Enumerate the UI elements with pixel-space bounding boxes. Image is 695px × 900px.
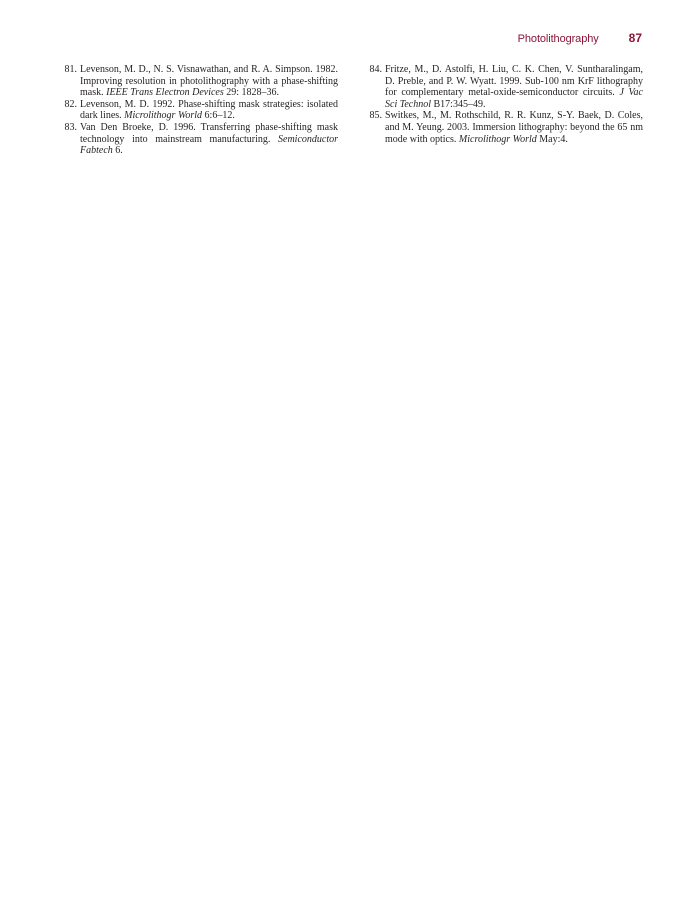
journal-title: Microlithogr World bbox=[124, 110, 203, 122]
reference-citation: 29: 1828–36. bbox=[223, 87, 280, 99]
reference-81 bbox=[64, 64, 338, 99]
running-header bbox=[518, 31, 642, 45]
reference-82 bbox=[64, 98, 338, 122]
running-title: Photolithography bbox=[517, 33, 599, 45]
reference-text: Switkes, M., M. Rothschild, R. R. Kunz, S-Y. Baek, D. Coles, and M. Yeung. 2003. Immersion lithography: beyond the 65 nm mode with optics. bbox=[385, 110, 643, 145]
reference-text: Levenson, M. D., N. S. Visnawathan, and R. A. Simpson. 1982. Improving resolution in photolithography with a phase-shifting mask. bbox=[80, 64, 338, 99]
reference-number: 84. bbox=[369, 64, 382, 75]
reference-column-right bbox=[369, 64, 643, 145]
reference-citation: 6:6–12. bbox=[202, 110, 235, 122]
reference-column-left bbox=[64, 64, 338, 157]
reference-text: Fritze, M., D. Astolfi, H. Liu, C. K. Chen, V. Suntharalingam, D. Preble, and P. W. Wyatt. 1999. Sub-100 nm KrF lithography for complementary metal-oxide-semiconductor circuits. bbox=[385, 64, 643, 99]
page-number: 87 bbox=[628, 31, 642, 45]
journal-title: IEEE Trans Electron Devices bbox=[106, 87, 224, 99]
reference-citation: May:4. bbox=[536, 133, 568, 145]
journal-title: J Vac Sci Technol bbox=[385, 87, 643, 110]
journal-title: Microlithogr World bbox=[458, 133, 537, 145]
reference-number: 82. bbox=[64, 98, 77, 110]
reference-text: Van Den Broeke, D. 1996. Transferring phase-shifting mask technology into mainstream manufacturing. bbox=[80, 121, 338, 145]
journal-title: Semiconductor Fabtech bbox=[80, 133, 338, 157]
reference-number: 83. bbox=[64, 121, 77, 133]
reference-number: 81. bbox=[64, 64, 77, 75]
reference-number: 85. bbox=[369, 110, 382, 122]
reference-84 bbox=[369, 64, 643, 110]
reference-citation: 6. bbox=[112, 145, 123, 157]
reference-text: Levenson, M. D. 1992. Phase-shifting mask strategies: isolated dark lines. bbox=[80, 98, 338, 122]
reference-85 bbox=[369, 110, 643, 145]
reference-citation: B17:345–49. bbox=[431, 98, 486, 110]
reference-83 bbox=[64, 121, 338, 157]
